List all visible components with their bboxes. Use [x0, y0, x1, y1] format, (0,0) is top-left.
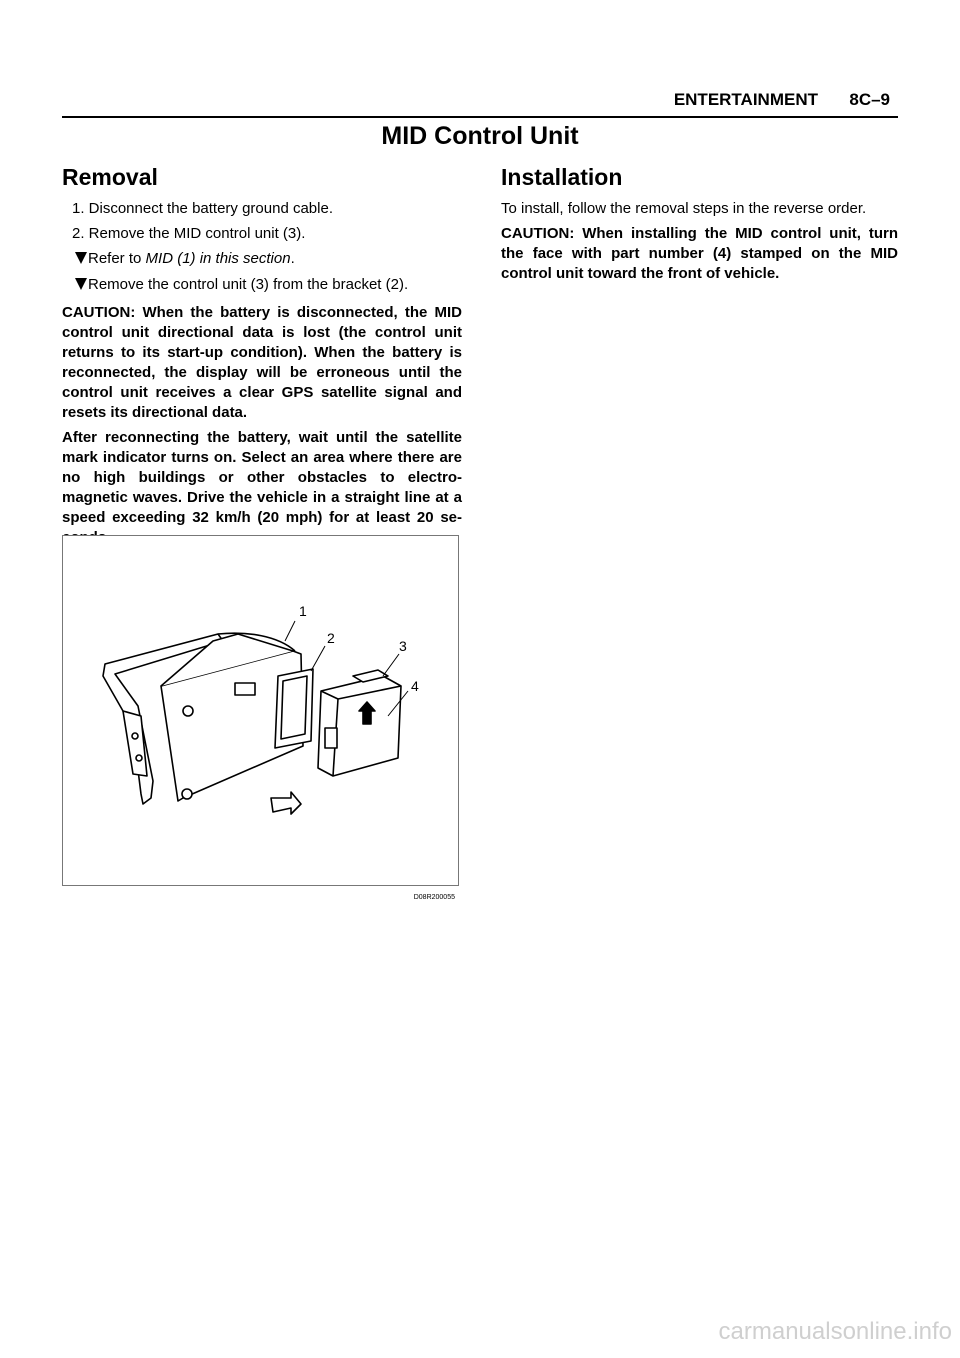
- callout-3: 3: [399, 638, 407, 654]
- installation-heading: Installation: [501, 164, 623, 190]
- watermark-footer: carmanualsonline.info: [718, 1318, 952, 1345]
- mid-control-unit-figure: [62, 535, 459, 901]
- removal-step-1: 1. Disconnect the battery ground cable.: [72, 200, 333, 217]
- hole-icon: [132, 733, 138, 739]
- screw-icon: [182, 789, 192, 799]
- hole-icon: [136, 755, 142, 761]
- removal-section: [62, 164, 462, 553]
- substep-remove: [75, 275, 462, 295]
- caution-install: CAUTION: When installing the MID control unit, turn the face with part number (4) stamped on the MID control unit toward the front of vehicle.: [501, 225, 898, 282]
- installation-text: To install, follow the removal steps in the reverse order.: [501, 200, 867, 217]
- front-arrow-icon: [271, 792, 301, 814]
- refer-prefix: Refer to: [88, 250, 146, 267]
- section-title: ENTERTAINMENT: [673, 90, 818, 109]
- unit-connector: [325, 728, 337, 748]
- page-header: [62, 88, 898, 118]
- callout-1: 1: [299, 603, 307, 619]
- reference-link[interactable]: MID (1) in this section: [145, 250, 291, 267]
- callout-4: 4: [411, 678, 419, 694]
- caution-reconnect: After reconnecting the battery, wait until the satellite mark indicator turns on. Select an area where there are no high buildings or other obstacles to electro-magnetic waves. Drive the vehicle in a straight line at a speed exceeding 32 km/h (20 mph) for at least 20 se-: [62, 429, 462, 526]
- removal-heading: Removal: [62, 164, 158, 190]
- control-unit: [318, 676, 401, 776]
- connector: [235, 683, 255, 695]
- callout-2: 2: [327, 630, 335, 646]
- refer-suffix: .: [290, 250, 295, 267]
- screw-icon: [183, 706, 193, 716]
- caution-battery: CAUTION: When the battery is disconnected, the MID control unit directional data is lost (the control unit returns to its start-up condition). When the battery is reconnected, the display will be erroneous until the control unit receives a clear GPS satellite signal and resets its directional data.: [62, 304, 462, 421]
- leader-line-3: [383, 654, 399, 676]
- leader-line-2: [311, 646, 325, 671]
- page-title: MID Control Unit: [381, 122, 579, 150]
- mounting-plate: [123, 711, 147, 776]
- removal-step-2: 2. Remove the MID control unit (3).: [72, 225, 306, 242]
- substep-refer: [75, 249, 462, 269]
- bracket-inner: [281, 676, 307, 739]
- unit-illustration: [63, 536, 458, 885]
- triangle-bullet-icon: [75, 252, 87, 264]
- remove-text: Remove the control unit (3) from the bracket (2).: [88, 276, 409, 293]
- page-number: 8C–9: [849, 90, 890, 109]
- installation-section: [501, 164, 898, 289]
- triangle-bullet-icon: [75, 278, 87, 290]
- leader-line-1: [285, 621, 295, 641]
- figure-code: D08R200055: [413, 894, 455, 901]
